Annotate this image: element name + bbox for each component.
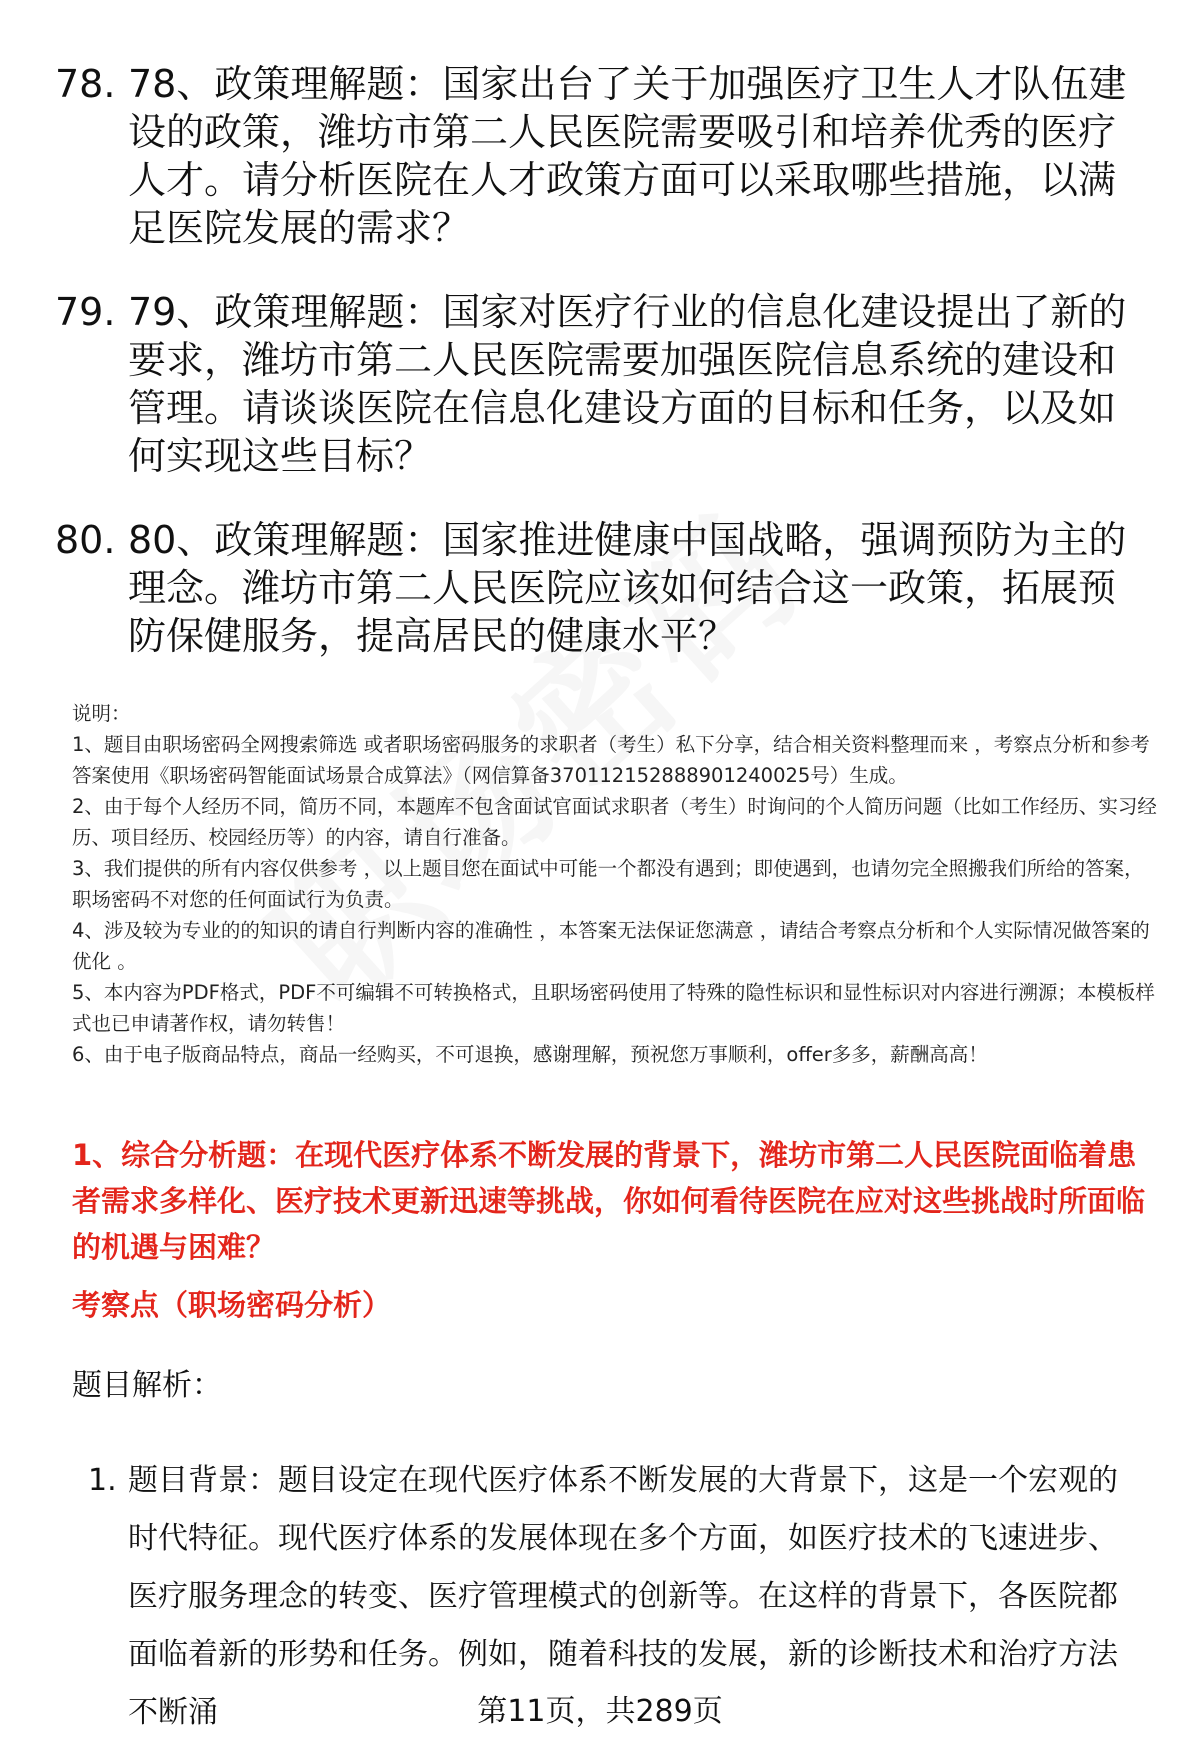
highlight-question: 1、综合分析题：在现代医疗体系不断发展的背景下，潍坊市第二人民医院面临着患者需求多样化、医疗技术更新迅速等挑战，你如何看待医院在应对这些挑战时所面临的机遇与困难？ (72, 1138, 1146, 1264)
question-text: 80、政策理解题：国家推进健康中国战略，强调预防为主的理念。潍坊市第二人民医院应该如何结合这一政策，拓展预防保健服务，提高居民的健康水平？ (128, 518, 1127, 658)
question-item (0, 288, 1200, 480)
question-text: 78、政策理解题：国家出台了关于加强医疗卫生人才队伍建设的政策，潍坊市第二人民医院需要吸引和培养优秀的医疗人才。请分析医院在人才政策方面可以采取哪些措施，以满足医院发展的需求？ (128, 62, 1127, 250)
highlight-subtitle: 考察点（职场密码分析） (72, 1288, 392, 1322)
question-text: 79、政策理解题：国家对医疗行业的信息化建设提出了新的要求，潍坊市第二人民医院需要加强医院信息系统的建设和管理。请谈谈医院在信息化建设方面的目标和任务，以及如何实现这些目标？ (128, 290, 1127, 478)
section-label: 题目解析： (72, 1368, 222, 1403)
question-number: 79. (55, 290, 116, 334)
question-number: 80. (55, 518, 116, 562)
note-item: 2、由于每个人经历不同，简历不同，本题库不包含面试官面试求职者（考生）时询问的个人简历问题（比如工作经历、实习经历、项目经历、校园经历等）的内容，请自行准备。 (72, 795, 1157, 849)
question-list (0, 60, 1200, 696)
notes-title: 说明： (72, 702, 131, 725)
notes-block (72, 698, 1162, 1070)
note-item: 1、题目由职场密码全网搜索筛选 或者职场密码服务的求职者（考生）私下分享，结合相关资料整理而来 ，考察点分析和参考答案使用《职场密码智能面试场景合成算法》（网信算备370112152888901240025号）生成。 (72, 733, 1150, 787)
analysis-text: 题目背景：题目设定在现代医疗体系不断发展的大背景下，这是一个宏观的时代特征。现代医疗体系的发展体现在多个方面，如医疗技术的飞速进步、医疗服务理念的转变、医疗管理模式的创新等。在这样的背景下，各医院都面临着新的形势和任务。例如，随着科技的发展，新的诊断技术和治疗方法不断涌 (128, 1463, 1118, 1730)
page-footer: 第11页，共289页 (477, 1694, 723, 1729)
note-item: 4、涉及较为专业的的知识的请自行判断内容的准确性 ，本答案无法保证您满意 ，请结合考察点分析和个人实际情况做答案的优化 。 (72, 919, 1150, 973)
question-item (0, 60, 1200, 252)
note-item: 5、本内容为PDF格式，PDF不可编辑不可转换格式，且职场密码使用了特殊的隐性标识和显性标识对内容进行溯源；本模板样式也已申请著作权，请勿转售！ (72, 981, 1155, 1035)
note-item: 3、我们提供的所有内容仅供参考 ，以上题目您在面试中可能一个都没有遇到；即使遇到，也请勿完全照搬我们所给的答案，职场密码不对您的任何面试行为负责。 (72, 857, 1144, 911)
question-item (0, 516, 1200, 660)
note-item: 6、由于电子版商品特点，商品一经购买，不可退换，感谢理解，预祝您万事顺利，offer多多，薪酬高高！ (72, 1043, 988, 1066)
analysis-number: 1. (88, 1463, 117, 1498)
question-number: 78. (55, 62, 116, 106)
